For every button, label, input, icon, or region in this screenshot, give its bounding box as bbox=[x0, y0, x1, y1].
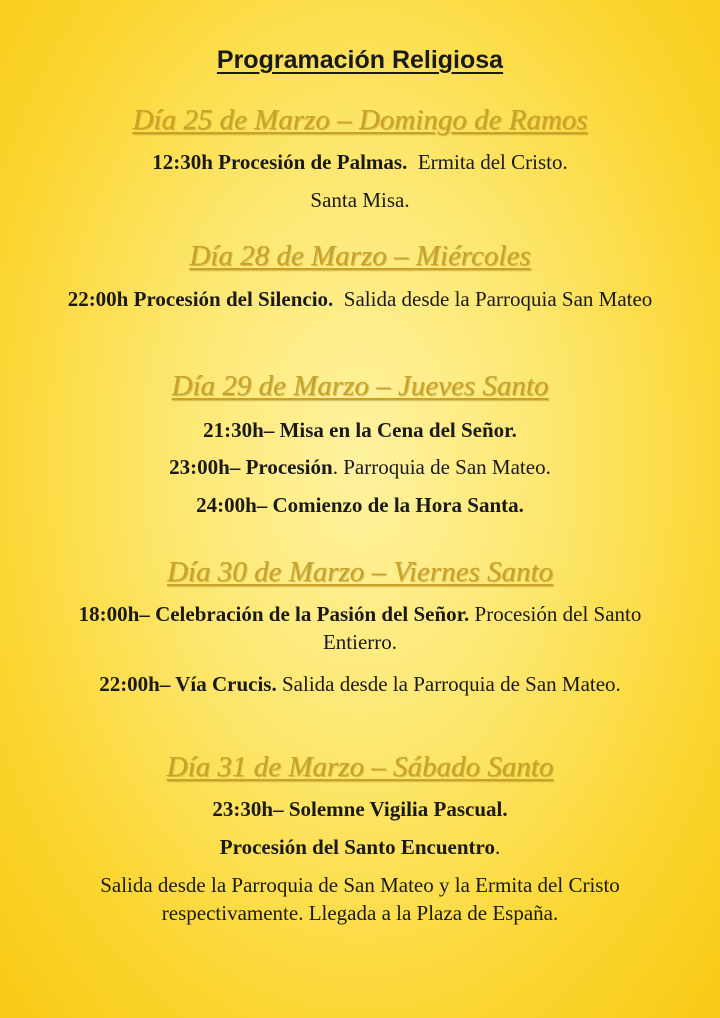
event-detail: Salida desde la Parroquia San Mateo bbox=[333, 287, 653, 311]
event-line bbox=[0, 416, 720, 444]
event-line bbox=[55, 670, 665, 698]
event-detail: Salida desde la Parroquia de San Mateo y la Ermita del Cristo respectivamente. Llegada a la Plaza de España. bbox=[100, 873, 620, 925]
event-detail: . bbox=[494, 835, 501, 859]
event-detail: Procesión del Santo Entierro. bbox=[322, 602, 642, 654]
event-time-title: 24:00h– Comienzo de la Hora Santa. bbox=[196, 493, 524, 517]
event-line bbox=[0, 833, 720, 861]
event-line bbox=[0, 186, 720, 214]
day-heading-30: Día 30 de Marzo – Viernes Santo bbox=[166, 556, 554, 588]
event-detail: Santa Misa. bbox=[310, 188, 410, 212]
day-heading-29: Día 29 de Marzo – Jueves Santo bbox=[171, 370, 549, 402]
event-line bbox=[0, 453, 720, 481]
event-line bbox=[55, 600, 665, 656]
event-detail: Salida desde la Parroquia de San Mateo. bbox=[276, 672, 621, 696]
event-time-title: Procesión del Santo Encuentro bbox=[219, 835, 495, 859]
event-time-title: 12:30h Procesión de Palmas. bbox=[152, 150, 408, 174]
event-time-title: 21:30h– Misa en la Cena del Señor. bbox=[203, 418, 517, 442]
event-time-title: 23:00h– Procesión bbox=[169, 455, 333, 479]
event-line bbox=[0, 491, 720, 519]
event-time-title: 18:00h– Celebración de la Pasión del Señor. bbox=[78, 602, 470, 626]
event-line bbox=[0, 148, 720, 176]
day-heading-31: Día 31 de Marzo – Sábado Santo bbox=[166, 751, 554, 783]
event-line bbox=[60, 871, 660, 927]
page-title: Programación Religiosa bbox=[216, 46, 504, 74]
event-detail: . Parroquia de San Mateo. bbox=[332, 455, 551, 479]
day-heading-28: Día 28 de Marzo – Miércoles bbox=[189, 240, 531, 272]
event-time-title: 23:30h– Solemne Vigilia Pascual. bbox=[212, 797, 508, 821]
event-line bbox=[55, 285, 665, 313]
event-detail: Ermita del Cristo. bbox=[407, 150, 568, 174]
event-time-title: 22:00h Procesión del Silencio. bbox=[67, 287, 334, 311]
day-heading-25: Día 25 de Marzo – Domingo de Ramos bbox=[132, 104, 588, 136]
event-time-title: 22:00h– Vía Crucis. bbox=[99, 672, 277, 696]
event-line bbox=[0, 795, 720, 823]
